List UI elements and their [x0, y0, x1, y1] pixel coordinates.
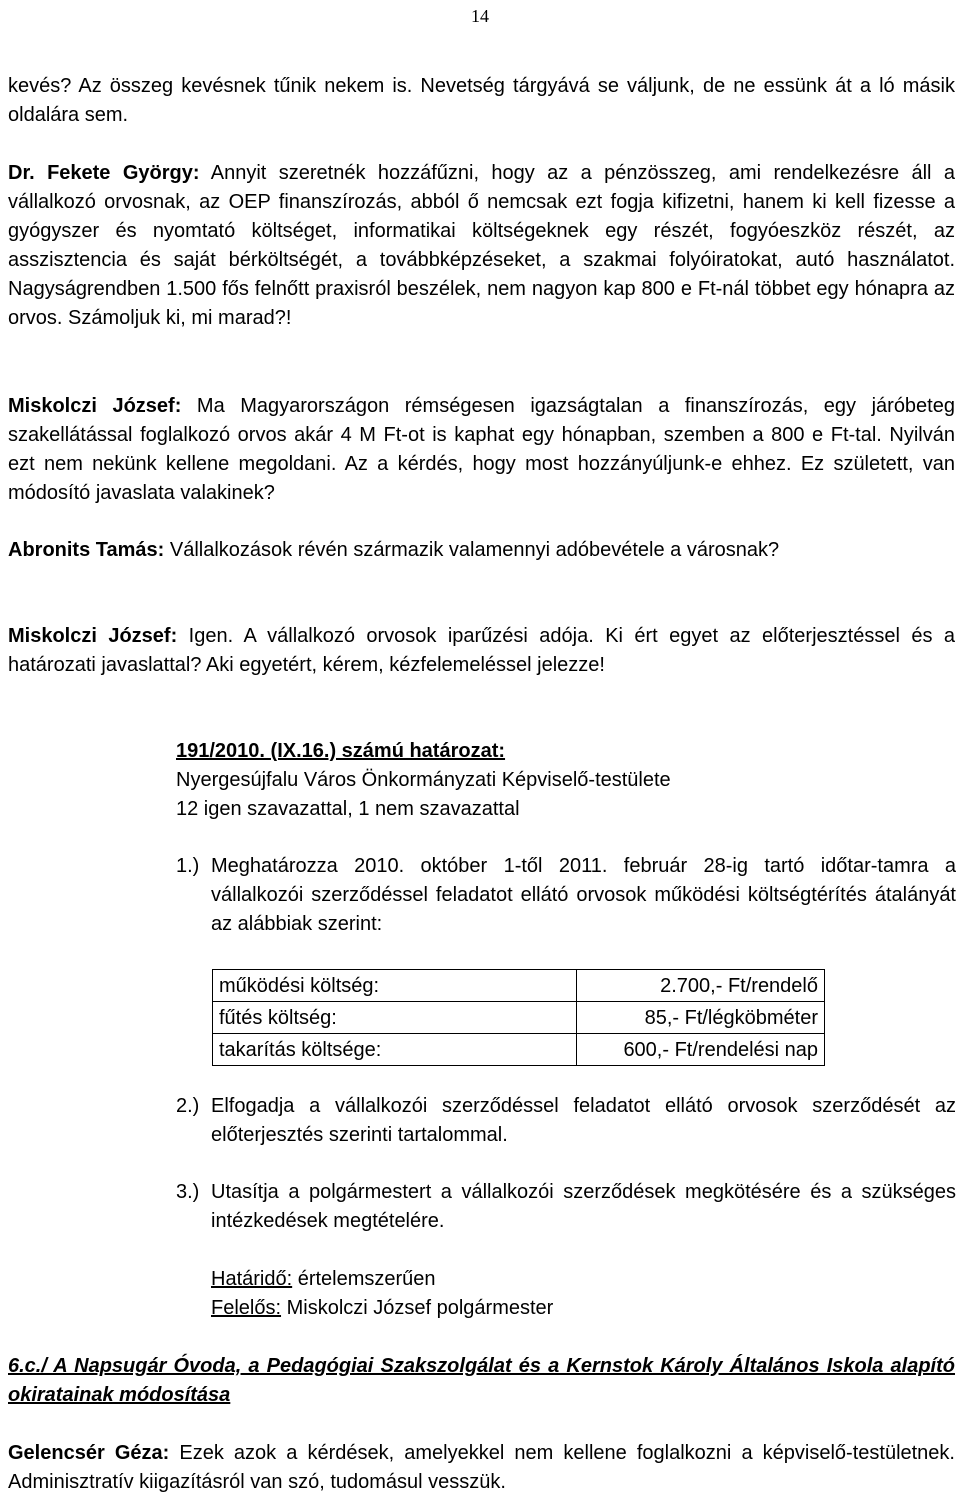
- speech-text: Ezek azok a kérdések, amelyekkel nem kellene foglalkozni a képviselő-testületnek. Adminisztratív kiigazításról van szó, tudomásul vesszük.: [8, 1442, 955, 1493]
- speaker-name: Abronits Tamás:: [8, 539, 165, 561]
- resolution-title-text: 191/2010. (IX.16.) számú határozat:: [176, 740, 506, 762]
- section-heading: 6.c./ A Napsugár Óvoda, a Pedagógiai Szakszolgálat és a Kernstok Károly Általános Iskola alapító okiratainak módosítása: [8, 1355, 955, 1406]
- paragraph-fekete: [8, 159, 955, 333]
- speech-text: Ma Magyarországon rémségesen igazságtalan a finanszírozás, egy járóbeteg szakellátással foglalkozó orvos akár 4 M Ft-ot is kaphat egy hónapban, szemben a 800 e Ft-tal. Nyilván ezt nem nekünk kellene megoldani. Az a kérdés, hogy most hozzányúljunk-e ehhez. Ez született, van módosító javaslata valakinek?: [8, 395, 955, 504]
- cost-value: 2.700,- Ft/rendelő: [577, 970, 825, 1002]
- speaker-name: Miskolczi József:: [8, 625, 178, 647]
- table-row: [213, 1002, 825, 1034]
- speech-text: Igen. A vállalkozó orvosok iparűzési adója. Ki ért egyet az előterjesztéssel és a határozati javaslattal? Aki egyetért, kérem, kézfelemeléssel jelezze!: [8, 625, 955, 676]
- speaker-name: Gelencsér Géza:: [8, 1442, 170, 1464]
- item-number: 3.): [176, 1181, 200, 1203]
- paragraph-gelencser: [8, 1439, 955, 1497]
- resolution-body: Nyergesújfalu Város Önkormányzati Képviselő-testülete: [176, 769, 671, 791]
- item-number: 2.): [176, 1095, 200, 1117]
- item-number: 1.): [176, 855, 200, 877]
- responsible-value: Miskolczi József polgármester: [281, 1297, 554, 1319]
- deadline-label: Határidő:: [211, 1268, 293, 1290]
- paragraph-continuation: kevés? Az összeg kevésnek tűnik nekem is. Nevetség tárgyává se váljunk, de ne essünk át a ló másik oldalára sem.: [8, 75, 955, 126]
- table-row: [213, 970, 825, 1002]
- cost-label: működési költség:: [213, 970, 577, 1002]
- deadline-line: [211, 1265, 436, 1294]
- resolution-item-2: [176, 1092, 956, 1150]
- cost-table: [212, 969, 825, 1066]
- cost-label: takarítás költsége:: [213, 1034, 577, 1066]
- table-row: [213, 1034, 825, 1066]
- responsible-line: [211, 1294, 553, 1323]
- resolution-votes: 12 igen szavazattal, 1 nem szavazattal: [176, 798, 520, 820]
- resolution-item-1: [176, 852, 956, 939]
- cost-value: 85,- Ft/légköbméter: [577, 1002, 825, 1034]
- speaker-name: Miskolczi József:: [8, 395, 182, 417]
- speech-text: Vállalkozások révén származik valamennyi adóbevétele a városnak?: [164, 539, 780, 561]
- item-text: Meghatározza 2010. október 1-től 2011. február 28-ig tartó időtar-tamra a vállalkozói szerződéssel feladatot ellátó orvosok működési költségtérítés átalányát az alábbiak szerint:: [211, 855, 956, 935]
- paragraph-abronits: [8, 536, 955, 565]
- speaker-name: Dr. Fekete György:: [8, 162, 200, 184]
- paragraph-miskolczi-2: [8, 622, 955, 680]
- paragraph-miskolczi-1: [8, 392, 955, 508]
- cost-label: fűtés költség:: [213, 1002, 577, 1034]
- responsible-label: Felelős:: [211, 1297, 282, 1319]
- deadline-value: értelemszerűen: [292, 1268, 436, 1290]
- item-text: Elfogadja a vállalkozói szerződéssel feladatot ellátó orvosok szerződését az előterjesztés szerinti tartalommal.: [211, 1095, 956, 1146]
- resolution-item-3: [176, 1178, 956, 1236]
- speech-text: Annyit szeretnék hozzáfűzni, hogy az a pénzösszeg, ami rendelkezésre áll a vállalkozó orvosnak, az OEP finanszírozás, abból ő nemcsak ezt fogja kifizetni, hanem ki kell fizesse a gyógyszer és nyomtató költséget, informatikai költségeknek egy részét, fogyóeszköz részét, az asszisztencia és saját bérköltségét, a továbbképzéseket, a szakmai folyóiratokat, autó használatot. Nagyságrendben 1.500 fős felnőtt praxisról beszélek, nem nagyon kap 800 e Ft-nál többet egy hónapra az orvos. Számoljuk ki, mi marad?!: [8, 162, 955, 329]
- page-number: 14: [471, 6, 489, 26]
- resolution-title: [176, 737, 836, 766]
- item-text: Utasítja a polgármestert a vállalkozói szerződések megkötésére és a szükséges intézkedések megtételére.: [211, 1181, 956, 1232]
- cost-value: 600,- Ft/rendelési nap: [577, 1034, 825, 1066]
